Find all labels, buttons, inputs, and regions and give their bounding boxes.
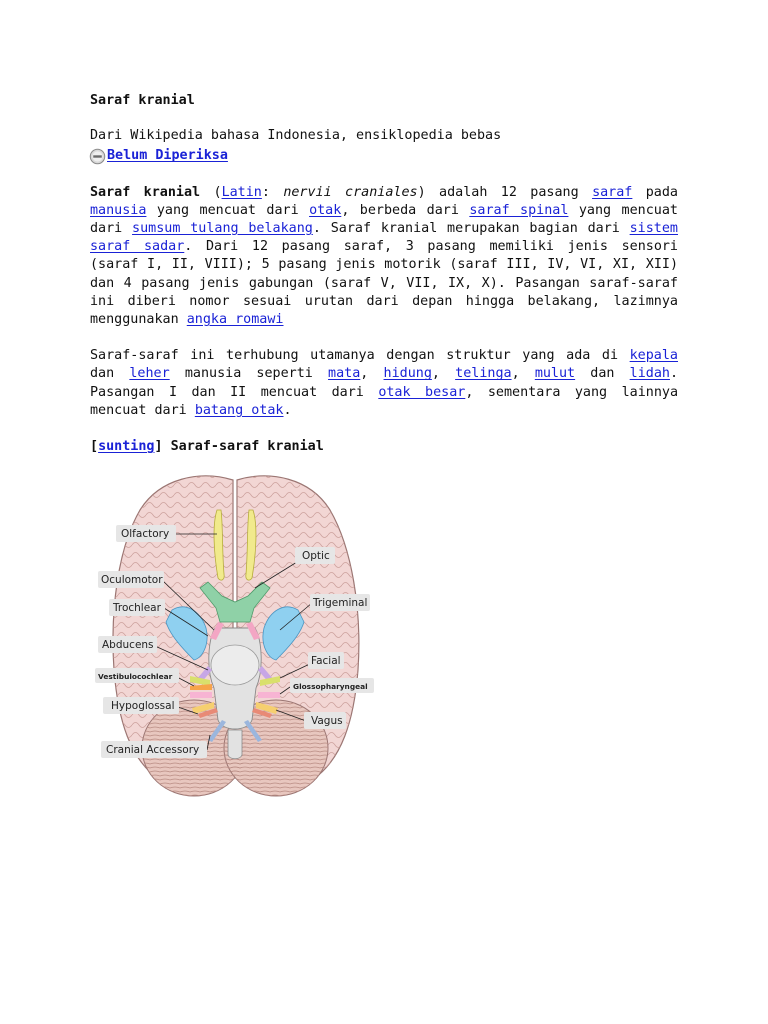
article [90,92,678,456]
link-saraf[interactable]: saraf [592,184,633,200]
text: , berbeda dari [341,202,470,218]
page-title: Saraf kranial [90,93,195,108]
latin-name: nervii craniales [283,184,418,200]
label-facial: Facial [311,655,341,667]
source-line: Dari Wikipedia bahasa Indonesia, ensiklopedia bebas [90,128,502,144]
text: Saraf-saraf ini terhubung utamanya dengan struktur yang ada di [90,348,630,364]
label-abducens: Abducens [102,639,154,651]
text: . Saraf kranial merupakan bagian dari [312,221,630,237]
text: manusia seperti [169,366,329,382]
text: dan [575,366,630,382]
cranial-nerves-diagram [90,470,380,830]
link-manusia[interactable]: manusia [90,202,147,218]
link-sumsum-tulang-belakang[interactable]: sumsum tulang belakang [132,221,313,237]
link-hidung[interactable]: hidung [383,366,432,382]
text: . Pasangan I dan II mencuat dari [90,366,679,400]
link-otak-besar[interactable]: otak besar [378,384,466,400]
text: , sementara yang lainnya mencuat dari [90,384,679,418]
link-otak[interactable]: otak [309,202,342,218]
text: pada [632,184,678,200]
link-angka-romawi[interactable]: angka romawi [186,312,284,328]
label-cranial-accessory: Cranial Accessory [106,744,200,756]
bracket-open: [ [90,439,99,455]
label-optic: Optic [302,550,330,562]
link-saraf-spinal[interactable]: saraf spinal [469,202,569,218]
body-paragraph [90,347,678,420]
link-lidah[interactable]: lidah [629,366,670,382]
bracket-close: ] [154,439,171,455]
link-mata[interactable]: mata [328,366,361,382]
label-oculomotor: Oculomotor [101,574,163,586]
text: ( [200,184,222,200]
section-heading [90,438,678,456]
label-trochlear: Trochlear [113,602,161,614]
label-trigeminal: Trigeminal [313,597,368,609]
label-vestibulocochlear: Vestibulocochlear [98,672,173,681]
text: , [431,366,456,382]
text: , [511,366,535,382]
link-batang-otak[interactable]: batang otak [194,402,284,418]
status-link[interactable]: Belum Diperiksa [107,148,228,164]
text: ) adalah 12 pasang [417,184,593,200]
label-hypoglossal: Hypoglossal [111,700,175,712]
link-sistem-saraf-sadar[interactable]: sistem saraf sadar [90,221,678,255]
label-olfactory: Olfactory [121,528,170,540]
edit-section-link[interactable]: sunting [98,439,155,455]
link-telinga[interactable]: telinga [455,366,512,382]
section-title: Saraf-saraf kranial [170,439,324,455]
link-leher[interactable]: leher [129,366,170,382]
intro-paragraph [90,184,678,330]
link-mulut[interactable]: mulut [534,366,576,382]
label-vagus: Vagus [311,715,343,727]
text: dan [90,366,130,382]
unreviewed-icon [89,148,106,165]
term: Saraf kranial [90,184,201,200]
link-kepala[interactable]: kepala [629,348,678,364]
link-latin[interactable]: Latin [221,184,262,200]
label-glossopharyngeal: Glossopharyngeal [293,682,368,691]
text: yang mencuat dari [90,202,678,237]
glossopharyngeal-nerve [258,692,280,698]
text: yang mencuat dari [146,202,310,218]
text: : [261,184,284,200]
text: . Dari 12 pasang saraf, 3 pasang memiliki jenis sensori (saraf I, II, VIII); 5 pasang jenis motorik (saraf III, IV, VI, XI, XII) dan 4 pasang jenis gabungan (saraf V, VII, IX, X). Pasangan saraf-saraf ini diberi nomor sesuai urutan dari depan hingga belakang, lazimnya menggunakan [90,239,678,328]
text: , [360,366,384,382]
text: . [283,402,292,418]
review-status [90,147,678,165]
